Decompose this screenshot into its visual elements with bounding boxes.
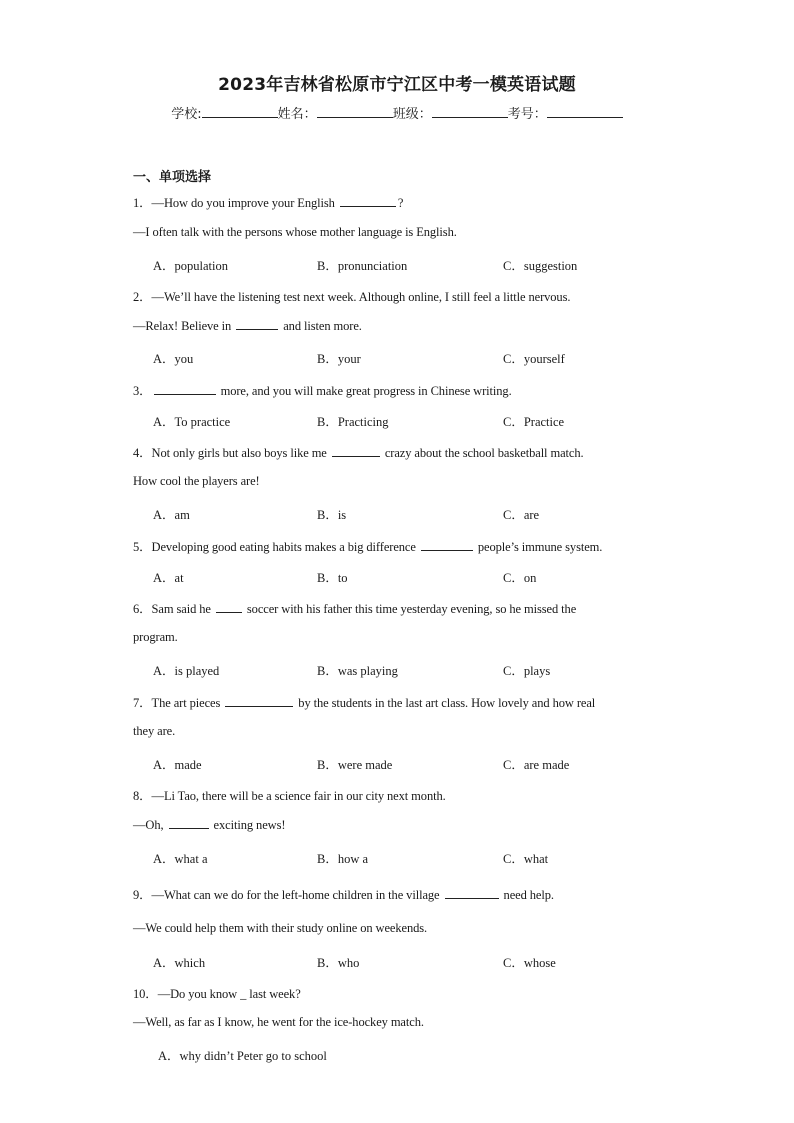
question-text: crazy about the school basketball match. xyxy=(381,446,584,460)
question-9-line-1 xyxy=(133,885,554,903)
question-7-option-c[interactable]: C．are made xyxy=(503,758,570,772)
name-blank[interactable] xyxy=(317,105,393,118)
question-7-option-a[interactable]: A．made xyxy=(153,758,202,772)
question-6-line-1 xyxy=(133,599,576,617)
question-6-option-b[interactable]: B．was playing xyxy=(317,664,398,678)
answer-blank[interactable] xyxy=(169,817,209,829)
question-7-line-2: they are. xyxy=(133,724,176,738)
question-text: 6．Sam said he xyxy=(133,602,214,616)
question-text: and listen more. xyxy=(280,319,362,333)
question-text: 4．Not only girls but also boys like me xyxy=(133,446,330,460)
question-text: 9．—What can we do for the left-home children in the village xyxy=(133,888,443,902)
question-text: 7．The art pieces xyxy=(133,696,224,710)
answer-blank[interactable] xyxy=(340,195,396,207)
question-8-option-c[interactable]: C．what xyxy=(503,852,549,866)
exam-number-label: 考号： xyxy=(507,107,547,122)
question-text: people’s immune system. xyxy=(474,540,603,554)
question-5-line-1 xyxy=(133,537,602,555)
question-1-option-b[interactable]: B．pronunciation xyxy=(317,259,408,273)
question-9-option-c[interactable]: C．whose xyxy=(503,956,556,970)
question-10-option-a[interactable]: A．why didn’t Peter go to school xyxy=(158,1049,327,1063)
question-7-line-1 xyxy=(133,693,595,711)
question-6-option-a[interactable]: A．is played xyxy=(153,664,220,678)
question-text: by the students in the last art class. How lovely and how real xyxy=(295,696,596,710)
question-text: more, and you will make great progress in Chinese writing. xyxy=(217,384,512,398)
question-1-option-c[interactable]: C．suggestion xyxy=(503,259,578,273)
question-9-option-b[interactable]: B．who xyxy=(317,956,360,970)
question-3-line-1 xyxy=(133,381,512,399)
question-8-line-1: 8．—Li Tao, there will be a science fair in our city next month. xyxy=(133,789,446,803)
question-3-option-c[interactable]: C．Practice xyxy=(503,415,565,429)
question-7-option-b[interactable]: B．were made xyxy=(317,758,393,772)
question-6-line-2: program. xyxy=(133,630,178,644)
question-2-line-1: 2．—We’ll have the listening test next week. Although online, I still feel a little nervous. xyxy=(133,290,571,304)
question-2-option-b[interactable]: B．your xyxy=(317,352,361,366)
question-5-option-c[interactable]: C．on xyxy=(503,571,537,585)
question-9-line-2: —We could help them with their study online on weekends. xyxy=(133,921,428,935)
page-title: 2023年吉林省松原市宁江区中考一模英语试题 xyxy=(218,75,576,95)
question-2-option-a[interactable]: A．you xyxy=(153,352,194,366)
question-text: 5．Developing good eating habits makes a big difference xyxy=(133,540,419,554)
answer-blank[interactable] xyxy=(236,318,278,330)
question-5-option-a[interactable]: A．at xyxy=(153,571,184,585)
question-8-line-2 xyxy=(133,817,285,833)
question-10-line-2: —Well, as far as I know, he went for the ice-hockey match. xyxy=(133,1015,424,1029)
section-title: 一、单项选择 xyxy=(133,170,212,185)
question-2-option-c[interactable]: C．yourself xyxy=(503,352,565,366)
question-text: ? xyxy=(397,196,404,210)
question-1-option-a[interactable]: A．population xyxy=(153,259,228,273)
answer-blank[interactable] xyxy=(216,601,242,613)
question-text: 1．—How do you improve your English xyxy=(133,196,338,210)
class-label: 班级： xyxy=(392,107,432,122)
exam-number-blank[interactable] xyxy=(547,105,623,118)
answer-blank[interactable] xyxy=(154,383,216,395)
question-5-option-b[interactable]: B．to xyxy=(317,571,348,585)
question-1-line-1 xyxy=(133,193,403,211)
answer-blank[interactable] xyxy=(332,445,380,457)
question-4-line-2: How cool the players are! xyxy=(133,474,260,488)
question-text: —Oh, xyxy=(133,818,167,832)
school-blank[interactable] xyxy=(202,105,278,118)
question-2-line-2 xyxy=(133,318,362,334)
question-4-option-a[interactable]: A．am xyxy=(153,508,190,522)
question-3-option-b[interactable]: B．Practicing xyxy=(317,415,389,429)
answer-blank[interactable] xyxy=(421,539,473,551)
student-info-line xyxy=(0,103,794,122)
question-4-option-b[interactable]: B．is xyxy=(317,508,347,522)
answer-blank[interactable] xyxy=(225,695,293,707)
school-label: 学校: xyxy=(171,107,202,122)
question-10-line-1: 10．—Do you know _ last week? xyxy=(133,987,301,1001)
question-3-option-a[interactable]: A．To practice xyxy=(153,415,231,429)
question-text: need help. xyxy=(500,888,554,902)
question-8-option-a[interactable]: A．what a xyxy=(153,852,208,866)
question-text: 3． xyxy=(133,384,152,398)
question-9-option-a[interactable]: A．which xyxy=(153,956,206,970)
answer-blank[interactable] xyxy=(445,887,499,899)
class-blank[interactable] xyxy=(432,105,508,118)
question-text: soccer with his father this time yesterday evening, so he missed the xyxy=(243,602,577,616)
question-1-line-2: —I often talk with the persons whose mother language is English. xyxy=(133,225,457,239)
question-4-option-c[interactable]: C．are xyxy=(503,508,540,522)
name-label: 姓名： xyxy=(277,107,317,122)
question-8-option-b[interactable]: B．how a xyxy=(317,852,369,866)
question-text: —Relax! Believe in xyxy=(133,319,235,333)
question-6-option-c[interactable]: C．plays xyxy=(503,664,551,678)
question-text: exciting news! xyxy=(210,818,286,832)
question-4-line-1 xyxy=(133,443,584,461)
